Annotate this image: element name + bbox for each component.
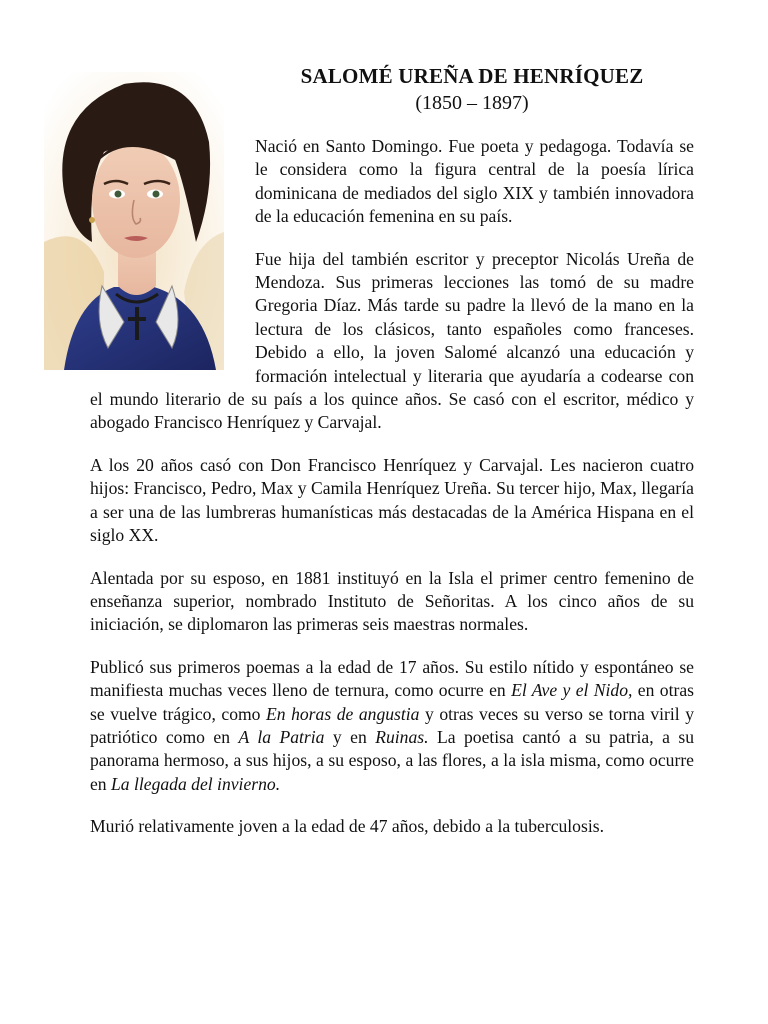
paragraph-1: Nació en Santo Domingo. Fue poeta y pedagoga. Todavía se le considera como la figura central de la poesía lírica dominicana de mediados del siglo XIX y también innovadora de la educación femenina en su país. bbox=[255, 136, 694, 227]
work-title-a-la-patria: A la Patria bbox=[238, 726, 325, 747]
portrait-wrap-space bbox=[90, 135, 255, 385]
paragraph-4: Alentada por su esposo, en 1881 instituyó en la Isla el primer centro femenino de enseñanza superior, nombrado Instituto de Señoritas. A los cinco años de su iniciación, se diplomaron las primeras seis maestras normales. bbox=[90, 567, 694, 635]
paragraph-2: Fue hija del también escritor y preceptor Nicolás Ureña de Mendoza. Sus primeras lecciones las tomó de su madre Gregoria Díaz. Más tarde su padre la llevó de la mano en la lectura de los clásicos, tanto españoles como franceses. Debido a ello, la joven Salomé alcanzó una educación y formación intelectual y literaria que ayudaría a codearse con el mundo literario de su país a los quince años. Se casó con el escritor, médico y abogado Francisco Henríquez y Carvajal. bbox=[90, 248, 694, 433]
paragraph-5 bbox=[90, 656, 694, 796]
document-header bbox=[248, 62, 696, 116]
paragraph-6: Murió relativamente joven a la edad de 47 años, debido a la tuberculosis. bbox=[90, 816, 604, 837]
work-title-en-horas-de-angustia: En horas de angustia bbox=[266, 703, 420, 724]
work-title-ruinas: Ruinas. bbox=[375, 726, 429, 747]
paragraph-3: A los 20 años casó con Don Francisco Henríquez y Carvajal. Les nacieron cuatro hijos: Francisco, Pedro, Max y Camila Henríquez Ureña. Su tercer hijo, Max, llegaría a ser una de las lumbreras humanísticas más destacadas de la América Hispana en el siglo XX. bbox=[90, 454, 694, 546]
paragraph-5-text-2: en otras se vuelve trágico, como bbox=[90, 680, 694, 724]
life-dates: (1850 – 1897) bbox=[415, 92, 529, 114]
paragraph-5-text-3: y otras veces su verso se torna viril y patriótico como en bbox=[90, 703, 695, 747]
paragraph-5-text-1: Publicó sus primeros poemas a la edad de 17 años. Su estilo nítido y espontáneo se manifiesta muchas veces lleno de ternura, como ocurre en bbox=[90, 656, 694, 701]
paragraph-5-text-5: La poetisa cantó a su patria, a su panorama hermoso, a sus hijos, a su esposo, a las flores, a la isla misma, como ocurre en bbox=[90, 726, 694, 794]
work-title-la-llegada-del-invierno: La llegada del invierno. bbox=[111, 773, 281, 794]
paragraph-5-text-4: y en bbox=[324, 726, 376, 747]
biography-body bbox=[90, 135, 694, 858]
work-title-el-ave-y-el-nido: El Ave y el Nido, bbox=[511, 680, 633, 701]
page-title: SALOMÉ UREÑA DE HENRÍQUEZ bbox=[300, 64, 644, 88]
